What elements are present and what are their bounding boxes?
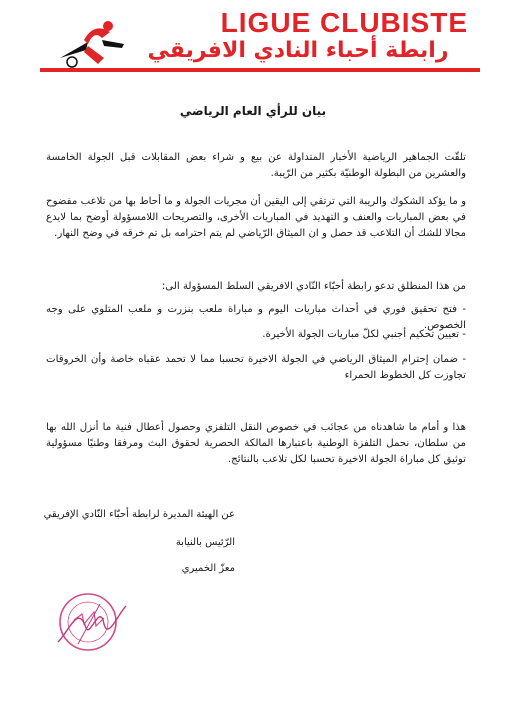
paragraph-doubts: و ما يؤكد الشكوك والريبة التي ترتقي إلى اليقين أن مجريات الجولة و ما أحاط بها من تلاعب مفضوح في بعض المباريات والعنف و التهديد في المباريات الأخرى، والتصريحات اللامسؤولة أوضح بما لايدع مجالا للشك أن التلاعب قد حصل و ان الميثاق الرّياضي لم يتم احترامه بل تم خرقه في وضح النهار. (46, 196, 466, 239)
letterhead (0, 0, 506, 80)
logo-figure-icon (58, 18, 130, 70)
paragraph-intro: تلقّت الجماهير الرياضية الأخبار المتداولة عن بيع و شراء بعض المقابلات قبل الجولة الخامسة والعشرين من البطولة الوطنيّة بكثير من الرّيبة. (46, 152, 466, 179)
logo-text-latin: LIGUE CLUBISTE (220, 7, 468, 38)
paragraph-demands-intro: من هذا المنطلق تدعو رابطة أحبّاء النّادي الافريقي السلط المسؤولة الى: (161, 281, 466, 292)
demand-item: - ضمان إحترام الميثاق الرياضي في الجولة الاخيرة تحسبا مما لا تحمد عقباه خاصة وأن الخروقات تجاوزت كل الخطوط الحمراء (46, 354, 466, 381)
demand-item: - فتح تحقيق فوري في أحداث مباريات اليوم و مباراة ملعب بنزرت و ملعب المتلوي على وجه الخصوص. (46, 304, 466, 331)
official-stamp-icon (48, 584, 130, 658)
logo-text-arabic: رابطة أحباء النادي الافريقي (147, 38, 449, 63)
signature-organization: عن الهيئة المديرة لرابطة أحبّاء النّادي الإفريقي (43, 509, 235, 520)
signature-role: الرّئيس بالنيابة (175, 537, 235, 548)
signature-name: معزّ الخميري (181, 563, 235, 574)
demand-item: - تعيين تحكيم أجنبي لكلّ مباريات الجولة الأخيرة. (262, 329, 466, 340)
header-divider (40, 68, 480, 72)
paragraph-tv-broadcast: هذا و أمام ما شاهدناه من عجائب في خصوص النقل التلفزي وحصول أعطال فنية ما أنزل الله بها من سلطان، نحمل التلفزة الوطنية باعتبارها المالكة الحصرية لحقوق البث ومرفقا وطنيًا مسؤولية توثيق كل مباراة الجولة الاخيرة تحسبا لكل تلاعب بالنتائج. (46, 422, 466, 465)
document-title: بيان للرأي العام الرياضي (179, 104, 327, 118)
